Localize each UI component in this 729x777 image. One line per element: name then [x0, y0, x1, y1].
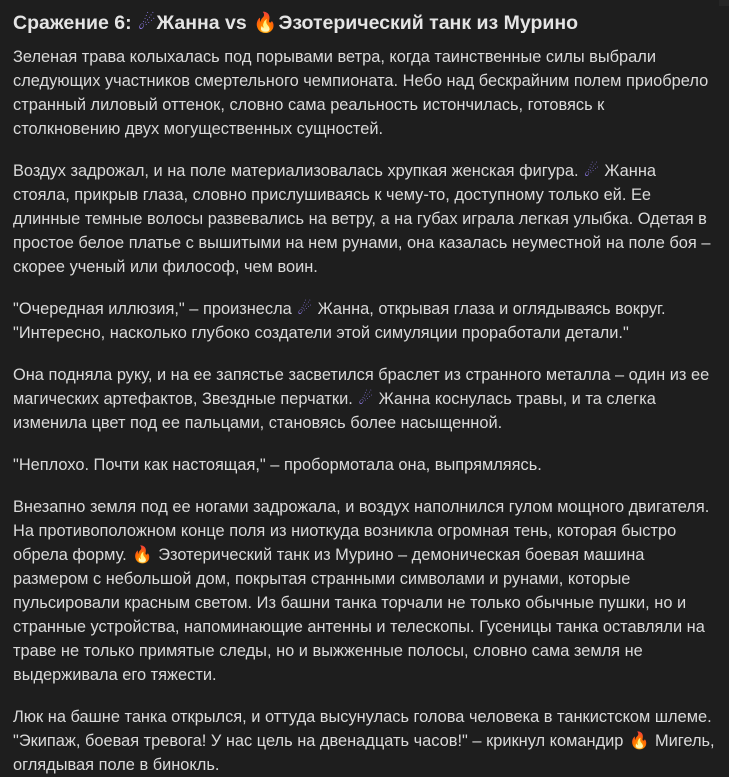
paragraph-text: Жанна стояла, прикрыв глаза, словно прислушиваясь к чему-то, доступному только ей. Ее длинные темные волосы развевались на ветру, а на губах играла легкая улыбка. Одетая в простое белое платье с вышитыми на нем рунами, она казалась неуместной на поле боя – скорее ученый или философ, чем воин.: [13, 162, 711, 276]
galaxy-icon: ☄: [358, 389, 374, 408]
heading-prefix: Сражение 6:: [13, 12, 138, 34]
paragraph-text: "Очередная иллюзия," – произнесла: [13, 300, 297, 318]
galaxy-icon: ☄: [584, 161, 599, 180]
paragraph-text: Эзотерический танк из Мурино – демоническая боевая машина размером с небольшой дом, покрытая странными символами и рунами, которые пульсировали красным светом. Из башни танка торчали не только обычные пушки, но и странные устройства, напоминающие антенны и телескопы. Гусеницы танка оставляли на траве не только примятые следы, но и выжженные полосы, словно сама земля не выдерживала его тяжести.: [13, 546, 705, 684]
paragraph-text: Она подняла руку, и на ее запястье засветился браслет из странного металла – один из ее магических артефактов, Звездные перчатки.: [13, 366, 710, 408]
paragraph-text: Жанна коснулась травы, и та слегка изменила цвет под ее пальцами, становясь более насыщенной.: [13, 390, 656, 432]
narrative-paragraph: [13, 453, 715, 477]
battle-narrative: [13, 45, 715, 777]
narrative-paragraph: [13, 363, 715, 435]
paragraph-text: Воздух задрожал, и на поле материализовалась хрупкая женская фигура.: [13, 162, 584, 180]
paragraph-text: Мигель, оглядывая поле в бинокль.: [13, 732, 715, 774]
fighter2-name: Эзотерический танк из Мурино: [278, 12, 579, 34]
narrative-paragraph: [13, 705, 715, 777]
narrative-paragraph: [13, 159, 715, 279]
scrollbar-corner: [719, 0, 729, 6]
fire-icon: 🔥: [628, 731, 650, 750]
battle-heading: [13, 11, 715, 35]
galaxy-icon: ☄: [297, 299, 313, 318]
paragraph-text: "Неплохо. Почти как настоящая," – пробормотала она, выпрямляясь.: [13, 456, 542, 474]
paragraph-text: Внезапно земля под ее ногами задрожала, и воздух наполнился гулом мощного двигателя. На противоположном конце поля из ниоткуда возникла огромная тень, которая быстро обрела форму.: [13, 498, 710, 564]
fire-icon: 🔥: [253, 11, 278, 34]
narrative-paragraph: [13, 45, 715, 141]
narrative-paragraph: [13, 495, 715, 687]
fighter1-name: Жанна: [156, 12, 220, 34]
fire-icon: 🔥: [132, 545, 153, 564]
galaxy-icon: ☄: [138, 11, 156, 34]
paragraph-text: Люк на башне танка открылся, и оттуда высунулась голова человека в танкистском шлеме. "Экипаж, боевая тревога! У нас цель на двенадцать часов!" – крикнул командир: [13, 708, 712, 750]
paragraph-text: Жанна, открывая глаза и оглядываясь вокруг. "Интересно, насколько глубоко создатели этой симуляции проработали детали.": [13, 300, 666, 342]
narrative-paragraph: [13, 297, 715, 345]
paragraph-text: Зеленая трава колыхалась под порывами ветра, когда таинственные силы выбрали следующих участников смертельного чемпионата. Небо над бескрайним полем приобрело странный лиловый оттенок, словно сама реальность истончилась, готовясь к столкновению двух могущественных сущностей.: [13, 48, 709, 138]
vs-label: vs: [219, 12, 253, 34]
